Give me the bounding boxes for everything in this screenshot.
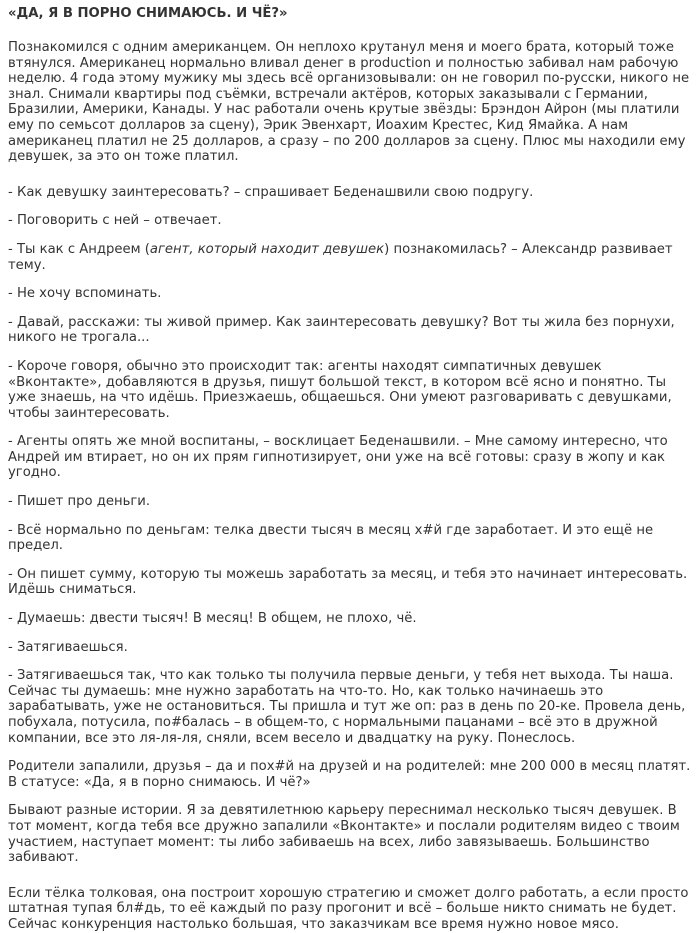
paragraph-15: Родители запалили, друзья – да и пох#й на друзей и на родителей: мне 200 000 в месяц платят. В статусе: «Да, я в порно снимаюсь. И чё?» bbox=[8, 759, 691, 790]
paragraph-3: - Поговорить с ней – отвечает. bbox=[8, 213, 222, 229]
paragraph-10: - Всё нормально по деньгам: телка двести тысяч в месяц х#й где заработает. И это ещё не предел. bbox=[8, 522, 654, 554]
paragraph-14: - Затягиваешься так, что как только ты получила первые деньги, у тебя нет выхода. Ты наша. Сейчас ты думаешь: мне нужно заработать на что-то. Но, как только начинаешь это зарабатывать, уже не остановиться. Ты пришла и тут же оп: раз в день по 20-ке. Провела день, побухала, потусила, по#балась – в общем-то, с нормальными пацанами – всё это в дружной компании, все это ля-ля-ля, сняли, всем весело и двадцатку на руку. Понеслось. bbox=[8, 668, 686, 746]
paragraph-5: - Не хочу вспоминать. bbox=[8, 286, 162, 302]
article bbox=[0, 6, 699, 933]
paragraph-4-before: - Ты как с Андреем ( bbox=[8, 241, 150, 257]
paragraph-16: Бывают разные истории. Я за девятилетнюю карьеру переснимал несколько тысяч девушек. В тот момент, когда тебя все дружно запалили «Вконтакте» и послали родителям видео с твоим участием, наступает момент: ты либо забиваешь на всех, либо завязываешь. Большинство забивают. bbox=[8, 803, 680, 866]
paragraph-13: - Затягиваешься. bbox=[8, 639, 128, 655]
paragraph-4-after: ) познакомилась? – Александр развивает тему. bbox=[8, 241, 673, 273]
paragraph-11: - Он пишет сумму, которую ты можешь заработать за месяц, и тебя это начинает интересовать. Идёшь сниматься. bbox=[8, 566, 688, 598]
article-title: «ДА, Я В ПОРНО СНИМАЮСЬ. И ЧЁ?» bbox=[8, 6, 288, 21]
paragraph-7: - Короче говоря, обычно это происходит так: агенты находят симпатичных девушек «Вконтакте», добавляются в друзья, пишут большой текст, в котором всё ясно и понятно. Ты уже знаешь, на что идёшь. Приезжаешь, общаешься. Они умеют разговаривать с девушками, чтобы заинтересовать. bbox=[8, 358, 672, 421]
paragraph-2: - Как девушку заинтересовать? – спрашивает Беденашвили свою подругу. bbox=[8, 184, 534, 200]
paragraph-17: Если тёлка толковая, она построит хорошую стратегию и сможет долго работать, а если просто штатная тупая бл#дь, то её каждый по разу прогонит и всё – больше никто снимать не будет. Сейчас конкуренция настолько большая, что заказчикам все время нужно новое мясо. bbox=[8, 885, 689, 932]
paragraph-6: - Давай, расскажи: ты живой пример. Как заинтересовать девушку? Вот ты жила без порнухи, никого не трогала... bbox=[8, 314, 675, 346]
paragraph-4-italic: агент, который находит девушек bbox=[149, 241, 385, 257]
paragraph-12: - Думаешь: двести тысяч! В месяц! В общем, не плохо, чё. bbox=[8, 611, 417, 627]
paragraph-9: - Пишет про деньги. bbox=[8, 494, 151, 510]
paragraph-4 bbox=[8, 242, 691, 273]
paragraph-1: Познакомился с одним американцем. Он неплохо крутанул меня и моего брата, который тоже втянулся. Американец нормально вливал денег в production и полностью забивал нам рабочую неделю. 4 года этому мужику мы здесь всё организовывали: он не говорил по-русски, никого не знал. Снимали квартиры под съёмки, встречали актёров, которых заказывали с Германии, Бразилии, Америки, Канады. У нас работали очень крутые звёзды: Брэндон Айрон (мы платили ему по семьсот долларов за сцену), Эрик Эвенхарт, Иоахим Крестес, Кид Ямайка. А нам американец платил не 25 долларов, а сразу – по 200 долларов за сцену. Плюс мы находили ему девушек, за это он тоже платил. bbox=[8, 40, 690, 165]
paragraph-8: - Агенты опять же мной воспитаны, – восклицает Беденашвили. – Мне самому интересно, что Андрей им втирает, но он их прям гипнотизирует, они уже на всё готовы: сразу в жопу и как угодно. bbox=[8, 434, 668, 481]
